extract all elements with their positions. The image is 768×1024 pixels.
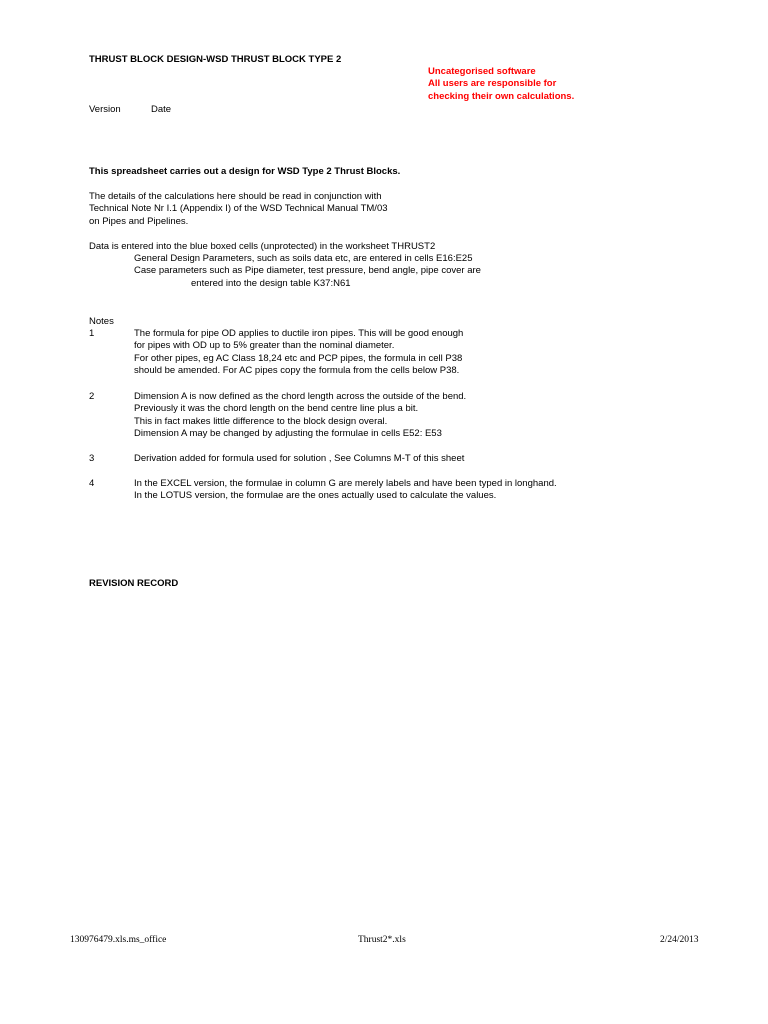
note-number: 4 <box>89 478 95 489</box>
note-line: The formula for pipe OD applies to ductile iron pipes. This will be good enough <box>134 328 464 339</box>
intro-details-line: on Pipes and Pipelines. <box>89 215 189 227</box>
footer-sheet-name: Thrust2*.xls <box>358 935 406 945</box>
note-line: This in fact makes little difference to the block design overal. <box>134 415 388 427</box>
note-body <box>134 328 463 378</box>
note-line: For other pipes, eg AC Class 18,24 etc and PCP pipes, the formula in cell P38 <box>134 352 463 364</box>
notes-label: Notes <box>89 316 114 327</box>
revision-record-heading: REVISION RECORD <box>89 578 179 589</box>
warning-line: checking their own calculations. <box>428 90 575 102</box>
intro-details-line: The details of the calculations here should be read in conjunction with <box>89 191 382 202</box>
note-body <box>134 391 466 441</box>
note-line: for pipes with OD up to 5% greater than the nominal diameter. <box>134 340 395 352</box>
data-entry-sub-line: General Design Parameters, such as soils data etc, are entered in cells E16:E25 <box>134 253 473 264</box>
footer-filename: 130976479.xls.ms_office <box>70 935 167 945</box>
note-line: Derivation added for formula used for solution , See Columns M-T of this sheet <box>134 453 465 464</box>
intro-heading: This spreadsheet carries out a design for WSD Type 2 Thrust Blocks. <box>89 166 401 177</box>
data-entry-sub2: entered into the design table K37:N61 <box>191 278 351 289</box>
note-line: Dimension A is now defined as the chord length across the outside of the bend. <box>134 391 467 402</box>
warning-line: Uncategorised software <box>428 66 536 77</box>
note-number: 1 <box>89 328 95 339</box>
intro-details <box>89 191 388 228</box>
note-body <box>134 453 464 465</box>
note-line: should be amended. For AC pipes copy the formula from the cells below P38. <box>134 365 460 377</box>
intro-details-line: Technical Note Nr I.1 (Appendix I) of the WSD Technical Manual TM/03 <box>89 203 388 215</box>
note-body <box>134 478 557 503</box>
data-entry-sub-line: Case parameters such as Pipe diameter, test pressure, bend angle, pipe cover are <box>134 265 481 277</box>
software-warning <box>428 66 574 103</box>
note-line: Previously it was the chord length on the bend centre line plus a bit. <box>134 403 419 415</box>
date-label: Date <box>151 104 172 115</box>
note-line: In the EXCEL version, the formulae in column G are merely labels and have been typed in longhand. <box>134 478 557 489</box>
note-line: Dimension A may be changed by adjusting the formulae in cells E52: E53 <box>134 428 442 440</box>
note-number: 2 <box>89 391 95 402</box>
document-title: THRUST BLOCK DESIGN-WSD THRUST BLOCK TYPE 2 <box>89 54 342 65</box>
note-number: 3 <box>89 453 95 464</box>
data-entry-text: Data is entered into the blue boxed cells (unprotected) in the worksheet THRUST2 <box>89 241 436 252</box>
footer-date: 2/24/2013 <box>660 935 699 945</box>
data-entry-sub <box>134 253 481 278</box>
warning-line: All users are responsible for <box>428 78 557 90</box>
note-line: In the LOTUS version, the formulae are the ones actually used to calculate the values. <box>134 490 497 502</box>
version-label: Version <box>89 104 121 115</box>
